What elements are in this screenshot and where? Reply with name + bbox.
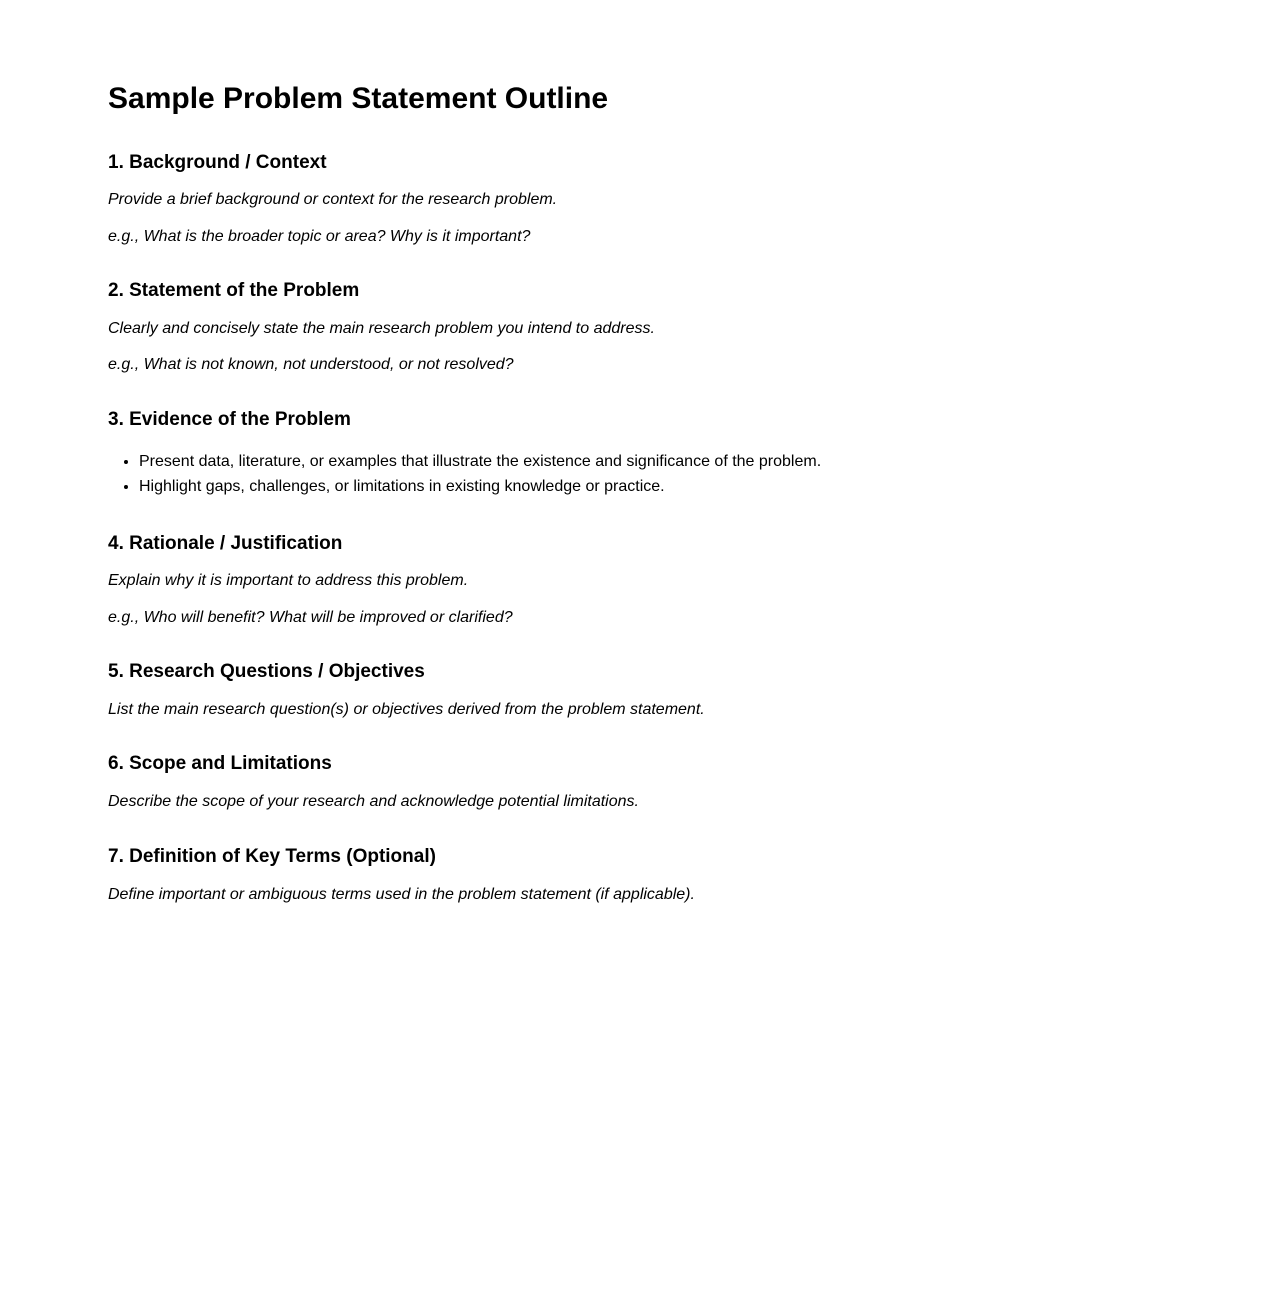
section-heading: 3. Evidence of the Problem — [108, 408, 351, 430]
section-evidence-of-problem — [108, 409, 1178, 499]
section-research-questions-objectives — [108, 661, 1178, 719]
section-paragraph: List the main research question(s) or objectives derived from the problem statement. — [108, 701, 705, 719]
section-heading: 4. Rationale / Justification — [108, 532, 343, 554]
section-paragraph: e.g., Who will benefit? What will be improved or clarified? — [108, 608, 513, 626]
bullet-item: • Highlight gaps, challenges, or limitations in existing knowledge or practice. — [139, 474, 1178, 499]
section-paragraph: Clearly and concisely state the main research problem you intend to address. — [108, 319, 655, 337]
section-heading: 7. Definition of Key Terms (Optional) — [108, 845, 436, 867]
section-paragraph: e.g., What is the broader topic or area? Why is it important? — [108, 227, 531, 245]
section-statement-of-problem — [108, 280, 1178, 375]
section-paragraph: Define important or ambiguous terms used in the problem statement (if applicable). — [108, 885, 695, 903]
section-background-context — [108, 152, 1178, 247]
page-title: Sample Problem Statement Outline — [108, 82, 609, 115]
section-heading: 2. Statement of the Problem — [108, 280, 360, 302]
section-paragraph: Provide a brief background or context for the research problem. — [108, 191, 558, 209]
section-rationale-justification — [108, 533, 1178, 628]
section-paragraph: Explain why it is important to address this problem. — [108, 572, 469, 590]
section-heading: 1. Background / Context — [108, 151, 327, 173]
section-paragraph: Describe the scope of your research and acknowledge potential limitations. — [108, 793, 639, 811]
section-heading: 5. Research Questions / Objectives — [108, 661, 425, 683]
bullet-list — [108, 449, 1178, 499]
section-heading: 6. Scope and Limitations — [108, 753, 332, 775]
bullet-item: • Present data, literature, or examples that illustrate the existence and significance of the problem. — [139, 449, 1178, 474]
section-scope-and-limitations — [108, 753, 1178, 811]
section-paragraph: e.g., What is not known, not understood, or not resolved? — [108, 356, 514, 374]
section-definition-of-key-terms — [108, 846, 1178, 904]
